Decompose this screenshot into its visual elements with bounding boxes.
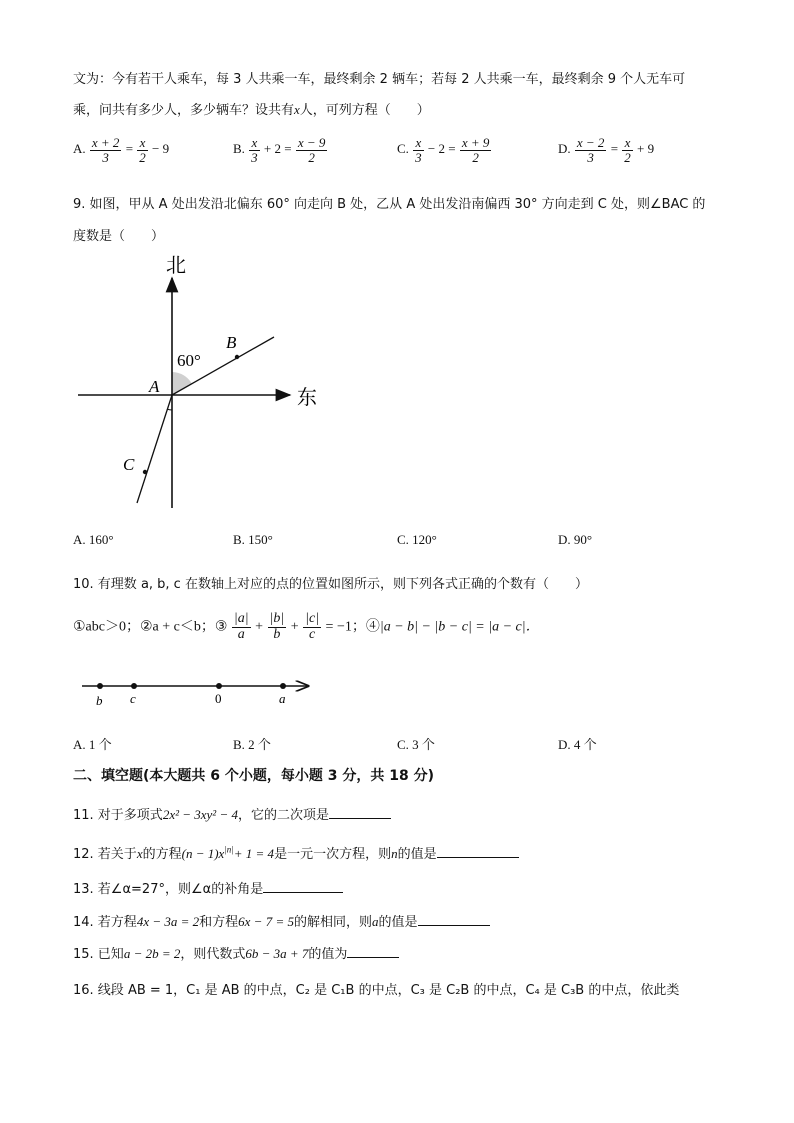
ray-ac <box>137 395 172 503</box>
east-label: 东 <box>297 387 317 409</box>
q9-option-a[interactable]: A. 160° <box>73 532 114 547</box>
q16: 16. 线段 AB = 1，C₁ 是 AB 的中点，C₂ 是 C₁B 的中点，C₃ 是 C₂B 的中点，C₄ 是 C₃B 的中点，依此类 <box>73 983 680 998</box>
point-zero <box>216 683 222 689</box>
fraction: $\frac{|a|}{a}$ <box>233 611 249 642</box>
q10-number-line <box>80 676 320 716</box>
condition-4: |a − b| − |b − c| = |a − c|． <box>379 619 540 635</box>
q11-expr: 2x² − 3xy² − 4 <box>162 807 238 822</box>
label-a: a <box>279 691 286 706</box>
q9-compass-figure <box>70 250 330 515</box>
q10-line1: 10. 有理数 a, b, c 在数轴上对应的点的位置如图所示，则下列各式正确的个数有（ ） <box>73 577 588 592</box>
q9-option-c[interactable]: C. 120° <box>397 532 437 547</box>
q10-conditions: ①abc＞0；②a + c＜b；③ $\frac{|a|}{a}$ + $\frac{|b|}{b}$ + $\frac{|c|}{c}$ = −1；④|a − b| − |b − c| = |a − c|． <box>73 611 540 642</box>
q8-option-d[interactable]: D. $\frac{x - 2}{3}$ = $\frac{x}{2}$ + 9 <box>558 135 655 165</box>
q14-expr2: 6x − 7 = 5 <box>238 914 294 929</box>
q9-option-d[interactable]: D. 90° <box>558 532 593 547</box>
q10-option-b[interactable]: B. 2 个 <box>233 737 271 752</box>
q14-expr1: 4x − 3a = 2 <box>136 914 200 929</box>
q8-var: x <box>294 102 300 117</box>
condition-3-tail: = −1；④ <box>325 619 380 635</box>
label-a: A <box>149 377 160 396</box>
q14-answer-blank[interactable] <box>418 913 490 926</box>
q12-expr: (n − 1)x <box>181 846 225 861</box>
angle-label: 60° <box>177 351 201 370</box>
q8-option-b[interactable]: B. $\frac{x}{3}$ + 2 = $\frac{x - 9}{2}$ <box>233 135 326 165</box>
q9-line1: 9. 如图，甲从 A 处出发沿北偏东 60° 向走向 B 处，乙从 A 处出发沿南偏西 30° 方向走到 C 处，则∠BAC 的 <box>73 197 706 212</box>
fraction: $\frac{x}{2}$ <box>139 135 146 165</box>
condition-1-2: ①abc＞0；②a + c＜b；③ <box>73 619 228 635</box>
q14: 14. 若方程4x − 3a = 2和方程6x − 7 = 5的解相同，则a的值是 <box>73 911 490 930</box>
q12: 12. 若关于x的方程$(n - 1)x^{|n|}+ 1 = 4$是一元一次方程，则n的值是 <box>73 843 519 862</box>
fraction: $\frac{x + 2}{3}$ <box>91 135 120 165</box>
label-b: b <box>96 693 103 708</box>
q10-option-c[interactable]: C. 3 个 <box>397 737 435 752</box>
angle-shade <box>172 372 192 395</box>
north-label: 北 <box>166 255 186 277</box>
q15-answer-blank[interactable] <box>347 945 399 958</box>
point-b <box>235 355 239 359</box>
q10-option-d[interactable]: D. 4 个 <box>558 737 597 752</box>
q12-answer-blank[interactable] <box>437 845 519 858</box>
fraction: $\frac{|c|}{c}$ <box>305 611 320 642</box>
q8-line1: 文为：今有若干人乘车，每 3 人共乘一车，最终剩余 2 辆车；若每 2 人共乘一车，最终剩余 9 个人无车可 <box>73 72 686 87</box>
q8-line2-post: 人，可列方程（ ） <box>299 103 430 118</box>
q8-line2-pre: 乘，问共有多少人，多少辆车？设共有 <box>73 103 295 118</box>
point-b <box>97 683 103 689</box>
q9-option-b[interactable]: B. 150° <box>233 532 273 547</box>
q15-expr1: a − 2b = 2 <box>123 946 181 961</box>
point-a <box>280 683 286 689</box>
q15-expr2: 6b − 3a + 7 <box>245 946 309 961</box>
fraction: $\frac{|b|}{b}$ <box>269 611 285 642</box>
label-b: B <box>226 333 237 352</box>
q8-line2 <box>73 99 430 118</box>
q13: 13. 若∠α=27°，则∠α的补角是 <box>73 878 343 897</box>
point-c <box>131 683 137 689</box>
section-2-title: 二、填空题(本大题共 6 个小题，每小题 3 分，共 18 分) <box>73 768 435 784</box>
q8-option-c[interactable]: C. $\frac{x}{3}$ − 2 = $\frac{x + 9}{2}$ <box>397 135 490 165</box>
q15: 15. 已知a − 2b = 2，则代数式6b − 3a + 7的值为 <box>73 943 399 962</box>
q8-option-a[interactable]: A. $\frac{x + 2}{3}$ = $\frac{x}{2}$ − 9 <box>73 135 170 165</box>
q11: 11. 对于多项式2x² − 3xy² − 4，它的二次项是 <box>73 804 391 823</box>
label-zero: 0 <box>215 691 222 706</box>
option-label: A. <box>73 141 86 157</box>
q10-option-a[interactable]: A. 1 个 <box>73 737 112 752</box>
q9-line2: 度数是（ ） <box>73 229 165 244</box>
label-c: c <box>130 691 136 706</box>
point-c <box>143 470 147 474</box>
q11-answer-blank[interactable] <box>329 806 391 819</box>
q13-answer-blank[interactable] <box>263 880 343 893</box>
label-c: C <box>123 455 135 474</box>
